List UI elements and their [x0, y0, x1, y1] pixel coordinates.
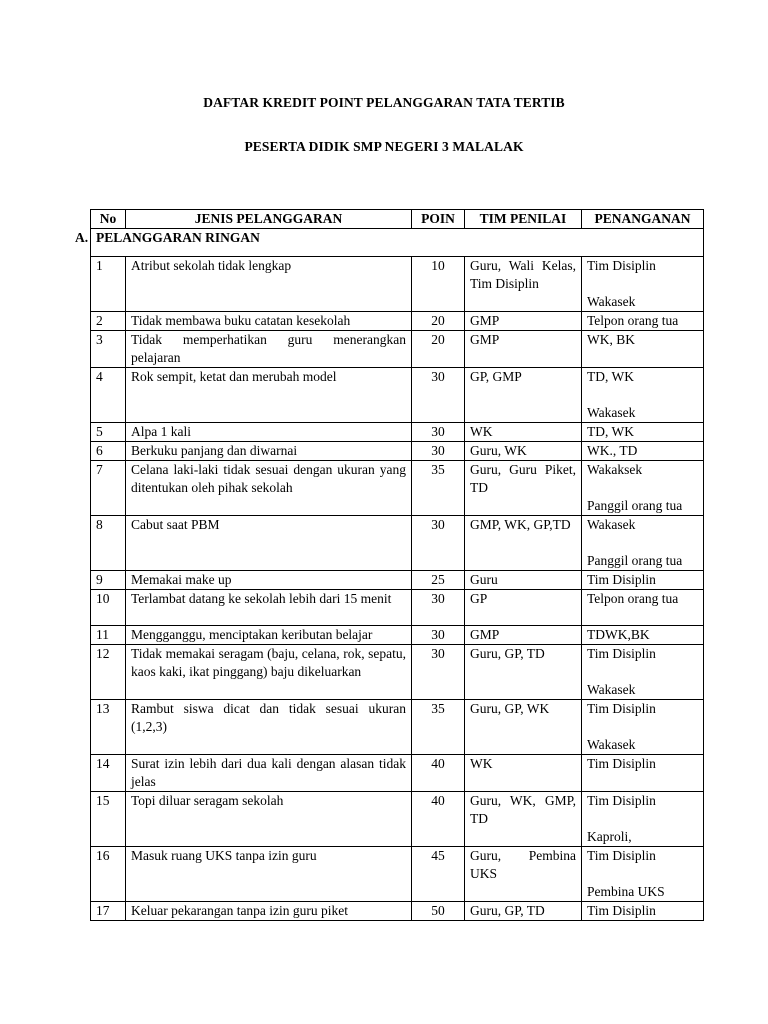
- row-penanganan: [582, 902, 704, 921]
- row-tim-penilai: WK: [465, 755, 582, 792]
- table-row: [91, 312, 704, 331]
- row-jenis: Rok sempit, ketat dan merubah model: [126, 368, 412, 423]
- row-tim-penilai: Guru: [465, 571, 582, 590]
- row-penanganan: [582, 331, 704, 368]
- row-no: 11: [91, 626, 126, 645]
- row-jenis: Tidak memperhatikan guru menerangkan pelajaran: [126, 331, 412, 368]
- penanganan-primary: Telpon orang tua: [587, 591, 679, 606]
- row-penanganan: [582, 626, 704, 645]
- row-poin: 30: [412, 423, 465, 442]
- row-tim-penilai: Guru, Pembina UKS: [465, 847, 582, 902]
- row-no: 3: [91, 331, 126, 368]
- row-jenis: Alpa 1 kali: [126, 423, 412, 442]
- table-row: [91, 331, 704, 368]
- penanganan-primary: Tim Disiplin: [587, 903, 656, 918]
- row-poin: 45: [412, 847, 465, 902]
- row-tim-penilai: Guru, Wali Kelas, Tim Disiplin: [465, 257, 582, 312]
- row-jenis: Memakai make up: [126, 571, 412, 590]
- penanganan-secondary: Wakasek: [587, 405, 636, 420]
- table-row: [91, 755, 704, 792]
- row-no: 14: [91, 755, 126, 792]
- row-poin: 30: [412, 590, 465, 626]
- row-no: 5: [91, 423, 126, 442]
- row-jenis: Surat izin lebih dari dua kali dengan alasan tidak jelas: [126, 755, 412, 792]
- row-no: 9: [91, 571, 126, 590]
- row-jenis: Atribut sekolah tidak lengkap: [126, 257, 412, 312]
- row-no: 13: [91, 700, 126, 755]
- header-jenis: JENIS PELANGGARAN: [126, 210, 412, 229]
- section-letter: A.: [75, 230, 89, 245]
- row-poin: 30: [412, 368, 465, 423]
- row-no: 8: [91, 516, 126, 571]
- penanganan-primary: Tim Disiplin: [587, 572, 656, 587]
- penanganan-primary: Tim Disiplin: [587, 258, 656, 273]
- penanganan-secondary: Kaproli,: [587, 829, 632, 844]
- row-no: 10: [91, 590, 126, 626]
- row-tim-penilai: Guru, WK: [465, 442, 582, 461]
- row-jenis: Topi diluar seragam sekolah: [126, 792, 412, 847]
- table-row: [91, 571, 704, 590]
- table-row: [91, 590, 704, 626]
- penanganan-primary: Tim Disiplin: [587, 756, 656, 771]
- header-no: No: [91, 210, 126, 229]
- table-row: [91, 423, 704, 442]
- table-row: [91, 516, 704, 571]
- row-tim-penilai: Guru, WK, GMP, TD: [465, 792, 582, 847]
- row-penanganan: [582, 312, 704, 331]
- row-penanganan: [582, 461, 704, 516]
- table-row: [91, 442, 704, 461]
- row-no: 17: [91, 902, 126, 921]
- penanganan-primary: Wakasek: [587, 517, 636, 532]
- row-poin: 10: [412, 257, 465, 312]
- row-poin: 40: [412, 755, 465, 792]
- row-poin: 40: [412, 792, 465, 847]
- penanganan-primary: WK, BK: [587, 332, 635, 347]
- row-poin: 20: [412, 312, 465, 331]
- row-jenis: Rambut siswa dicat dan tidak sesuai ukuran (1,2,3): [126, 700, 412, 755]
- row-poin: 35: [412, 700, 465, 755]
- table-row: [91, 368, 704, 423]
- row-tim-penilai: Guru, GP, WK: [465, 700, 582, 755]
- row-no: 12: [91, 645, 126, 700]
- penanganan-secondary: Panggil orang tua: [587, 553, 683, 568]
- row-no: 16: [91, 847, 126, 902]
- header-tim-penilai: TIM PENILAI: [465, 210, 582, 229]
- row-tim-penilai: Guru, Guru Piket, TD: [465, 461, 582, 516]
- row-jenis: Masuk ruang UKS tanpa izin guru: [126, 847, 412, 902]
- row-penanganan: [582, 755, 704, 792]
- row-jenis: Keluar pekarangan tanpa izin guru piket: [126, 902, 412, 921]
- row-jenis: Terlambat datang ke sekolah lebih dari 15 menit: [126, 590, 412, 626]
- row-penanganan: [582, 847, 704, 902]
- penanganan-primary: Telpon orang tua: [587, 313, 679, 328]
- table-row: [91, 461, 704, 516]
- section-label: PELANGGARAN RINGAN: [91, 229, 704, 257]
- row-no: 6: [91, 442, 126, 461]
- row-tim-penilai: GMP: [465, 312, 582, 331]
- row-jenis: Cabut saat PBM: [126, 516, 412, 571]
- section-row: [91, 229, 704, 257]
- penanganan-primary: TD, WK: [587, 369, 634, 384]
- row-poin: 25: [412, 571, 465, 590]
- row-penanganan: [582, 792, 704, 847]
- row-tim-penilai: WK: [465, 423, 582, 442]
- row-penanganan: [582, 571, 704, 590]
- row-penanganan: [582, 423, 704, 442]
- document-subtitle: PESERTA DIDIK SMP NEGERI 3 MALALAK: [244, 139, 524, 154]
- row-penanganan: [582, 645, 704, 700]
- table-row: [91, 902, 704, 921]
- penanganan-secondary: Wakasek: [587, 682, 636, 697]
- row-tim-penilai: GMP, WK, GP,TD: [465, 516, 582, 571]
- penanganan-primary: TDWK,BK: [587, 627, 650, 642]
- header-penanganan: PENANGANAN: [582, 210, 704, 229]
- penanganan-primary: Tim Disiplin: [587, 848, 656, 863]
- penanganan-primary: Wakaksek: [587, 462, 643, 477]
- row-penanganan: [582, 368, 704, 423]
- row-tim-penilai: GMP: [465, 626, 582, 645]
- row-poin: 30: [412, 626, 465, 645]
- row-no: 15: [91, 792, 126, 847]
- row-penanganan: [582, 442, 704, 461]
- row-tim-penilai: GMP: [465, 331, 582, 368]
- row-penanganan: [582, 516, 704, 571]
- table-row: [91, 645, 704, 700]
- row-tim-penilai: Guru, GP, TD: [465, 645, 582, 700]
- table-row: [91, 847, 704, 902]
- violation-table: [90, 209, 704, 921]
- header-poin: POIN: [412, 210, 465, 229]
- penanganan-secondary: Wakasek: [587, 294, 636, 309]
- row-no: 7: [91, 461, 126, 516]
- penanganan-secondary: Panggil orang tua: [587, 498, 683, 513]
- penanganan-primary: WK., TD: [587, 443, 638, 458]
- penanganan-primary: Tim Disiplin: [587, 646, 656, 661]
- row-jenis: Celana laki-laki tidak sesuai dengan ukuran yang ditentukan oleh pihak sekolah: [126, 461, 412, 516]
- row-poin: 30: [412, 645, 465, 700]
- row-poin: 30: [412, 516, 465, 571]
- table-row: [91, 257, 704, 312]
- row-poin: 35: [412, 461, 465, 516]
- row-no: 2: [91, 312, 126, 331]
- penanganan-secondary: Wakasek: [587, 737, 636, 752]
- row-jenis: Mengganggu, menciptakan keributan belajar: [126, 626, 412, 645]
- row-penanganan: [582, 257, 704, 312]
- table-row: [91, 700, 704, 755]
- table-row: [91, 626, 704, 645]
- row-poin: 50: [412, 902, 465, 921]
- row-poin: 20: [412, 331, 465, 368]
- row-penanganan: [582, 700, 704, 755]
- row-no: 1: [91, 257, 126, 312]
- penanganan-primary: Tim Disiplin: [587, 793, 656, 808]
- row-tim-penilai: GP, GMP: [465, 368, 582, 423]
- document-title: DAFTAR KREDIT POINT PELANGGARAN TATA TERTIB: [203, 95, 565, 110]
- row-jenis: Tidak membawa buku catatan kesekolah: [126, 312, 412, 331]
- row-tim-penilai: Guru, GP, TD: [465, 902, 582, 921]
- row-no: 4: [91, 368, 126, 423]
- penanganan-secondary: Pembina UKS: [587, 884, 665, 899]
- row-tim-penilai: GP: [465, 590, 582, 626]
- penanganan-primary: TD, WK: [587, 424, 634, 439]
- row-penanganan: [582, 590, 704, 626]
- row-jenis: Berkuku panjang dan diwarnai: [126, 442, 412, 461]
- penanganan-primary: Tim Disiplin: [587, 701, 656, 716]
- table-row: [91, 792, 704, 847]
- row-jenis: Tidak memakai seragam (baju, celana, rok, sepatu, kaos kaki, ikat pinggang) baju dikeluarkan: [126, 645, 412, 700]
- table-header-row: [91, 210, 704, 229]
- row-poin: 30: [412, 442, 465, 461]
